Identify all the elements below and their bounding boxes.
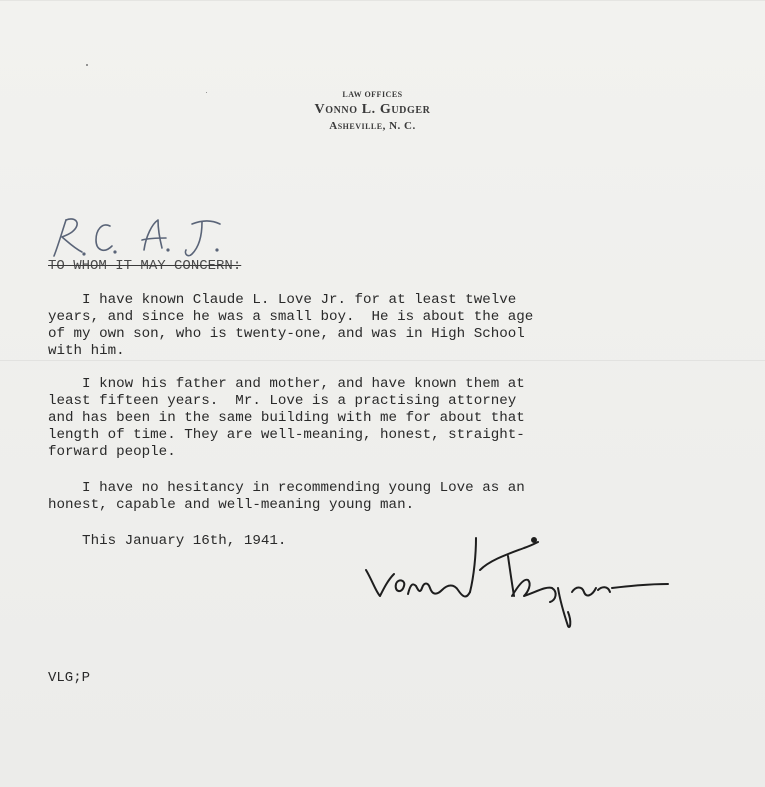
dateline: This January 16th, 1941.: [48, 533, 287, 549]
page-edge: [0, 0, 765, 1]
body-paragraph-3: I have no hesitancy in recommending young Love as an honest, capable and well-meaning young man.: [48, 480, 525, 513]
letterhead-city: Asheville, N. C.: [329, 120, 416, 132]
letterhead: [200, 89, 545, 133]
page-fold-line: [0, 360, 765, 361]
body-paragraph-1: I have known Claude L. Love Jr. for at least twelve years, and since he was a small boy. He is about the age of my own son, who is twenty-one, and was in High School with him.: [48, 292, 534, 359]
signature-mark: [362, 530, 674, 630]
handwritten-initials-mark: [52, 216, 232, 264]
reference-initials: VLG;P: [48, 670, 91, 686]
letterhead-name: Vonno L. Gudger: [314, 102, 431, 117]
body-paragraph-2: I know his father and mother, and have known them at least fifteen years. Mr. Love is a practising attorney and has been in the same building with me for about that length of time. They are well-meaning, honest, straight- forward people.: [48, 376, 525, 460]
salutation: TO WHOM IT MAY CONCERN:: [48, 258, 242, 274]
letterhead-law-offices: LAW OFFICES: [342, 90, 403, 99]
paper-speck: [86, 64, 88, 66]
